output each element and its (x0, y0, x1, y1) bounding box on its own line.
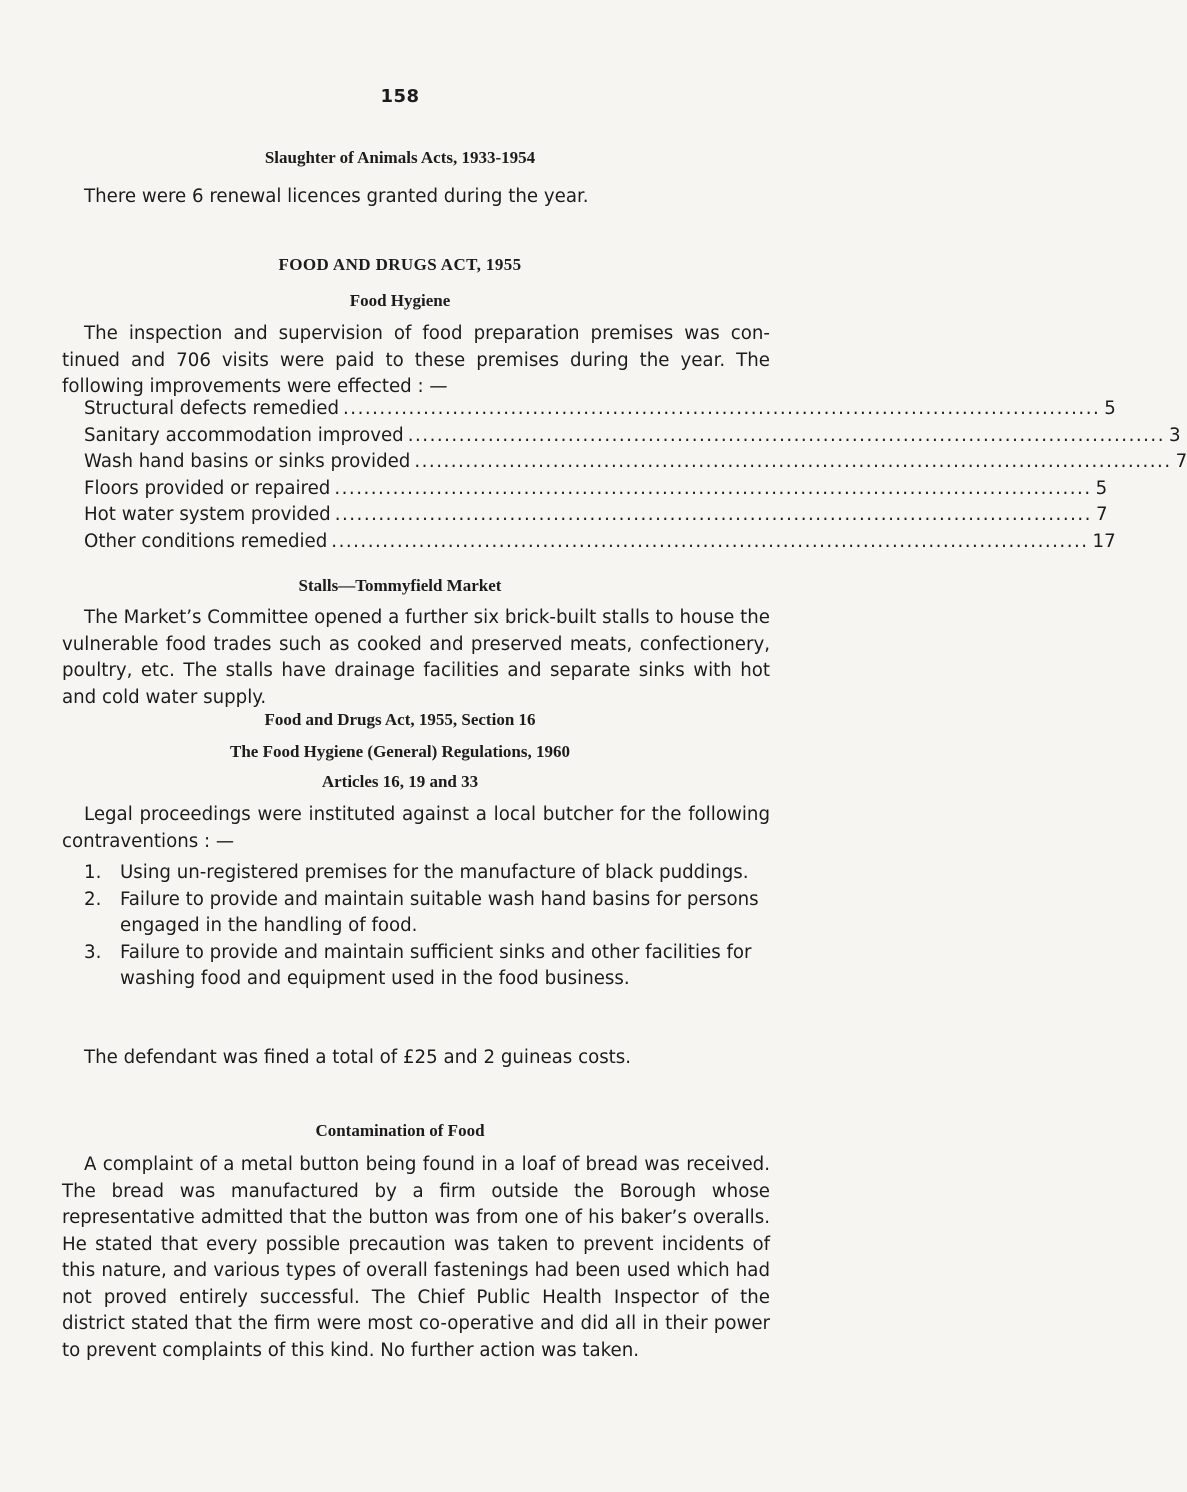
slaughter-heading: Slaughter of Animals Acts, 1933-1954 (264, 148, 536, 167)
leader-dots: ........................................................................................................ (407, 424, 1165, 446)
contravention-item (84, 887, 774, 940)
improvement-label: Structural defects remedied (84, 398, 340, 419)
improvement-count: 5 (1104, 398, 1116, 419)
slaughter-text: There were 6 renewal licences granted during the year. (84, 186, 589, 207)
page-number: 158 (380, 86, 420, 107)
leader-dots: ........................................................................................................ (343, 398, 1101, 419)
improvements-list (84, 396, 1187, 555)
leader-dots: ........................................................................................................ (331, 530, 1089, 552)
stalls-heading: Stalls—Tommyfield Market (298, 576, 502, 595)
legal-outcome: The defendant was fined a total of £25 and 2 guineas costs. (84, 1047, 632, 1068)
articles-heading: Articles 16, 19 and 33 (321, 772, 479, 791)
contraventions-list (84, 860, 774, 993)
food-drugs-act-heading: FOOD AND DRUGS ACT, 1955 (278, 255, 522, 274)
improvement-count: 7 (1095, 504, 1108, 525)
improvement-row (84, 449, 1187, 476)
item-number: 2. (84, 888, 102, 910)
improvement-count: 3 (1169, 424, 1181, 446)
leader-dots: ........................................................................................................ (334, 504, 1092, 525)
item-text: Failure to provide and maintain suitable wash hand basins for persons engaged in the handling of food. (120, 888, 759, 936)
food-hygiene-intro-line1: The inspection and supervision of food preparation premises was con- (84, 323, 770, 344)
contamination-paragraph: A complaint of a metal button being found in a loaf of bread was received. The bread was manufactured by a firm outside the Borough whose representative admitted that the button was from one of his baker’s overalls. He stated that every possible precaution was taken to prevent incidents of this nature, and various types of overall fastenings had been used which had not proved entirely successful. The Chief Public Health Inspector of the district stated that the firm were most co-operative and did all in their power to prevent complaints of this kind. No further action was taken. (62, 1154, 770, 1361)
section-16-heading: Food and Drugs Act, 1955, Section 16 (264, 710, 536, 729)
item-text: Failure to provide and maintain sufficient sinks and other facilities for washing food and equipment used in the food business. (120, 941, 752, 989)
food-hygiene-intro-rest: tinued and 706 visits were paid to these premises during the year. The following improvements were effected : — (62, 349, 770, 397)
contamination-heading: Contamination of Food (315, 1121, 485, 1140)
improvement-row (84, 396, 1116, 423)
item-number: 3. (84, 941, 102, 963)
improvement-count: 7 (1175, 451, 1187, 472)
contravention-item (84, 940, 774, 993)
improvement-label: Sanitary accommodation improved (84, 424, 404, 446)
leader-dots: ........................................................................................................ (334, 477, 1092, 499)
improvement-row (84, 476, 1108, 503)
improvement-label: Other conditions remedied (84, 530, 328, 552)
food-hygiene-heading: Food Hygiene (349, 291, 451, 310)
regulations-heading: The Food Hygiene (General) Regulations, 1960 (230, 742, 570, 761)
item-text: Using un-registered premises for the manufacture of black puddings. (120, 862, 749, 883)
item-number: 1. (84, 862, 102, 883)
food-hygiene-paragraph (62, 321, 770, 401)
improvement-row (84, 502, 1108, 529)
improvement-label: Wash hand basins or sinks provided (84, 451, 411, 472)
legal-intro: Legal proceedings were instituted against a local butcher for the following contraventions : — (62, 804, 770, 852)
improvement-count: 17 (1092, 530, 1116, 552)
improvement-count: 5 (1095, 477, 1108, 499)
leader-dots: ........................................................................................................ (414, 451, 1172, 472)
improvement-row (84, 529, 1116, 556)
improvement-label: Floors provided or repaired (84, 477, 331, 499)
stalls-paragraph: The Market’s Committee opened a further six brick-built stalls to house the vulnerable food trades such as cooked and preserved meats, confectionery, poultry, etc. The stalls have drainage facilities and separate sinks with hot and cold water supply. (62, 607, 770, 708)
improvement-row (84, 423, 1181, 450)
slaughter-paragraph (62, 184, 770, 211)
contravention-item (84, 860, 774, 887)
improvement-label: Hot water system provided (84, 504, 331, 525)
